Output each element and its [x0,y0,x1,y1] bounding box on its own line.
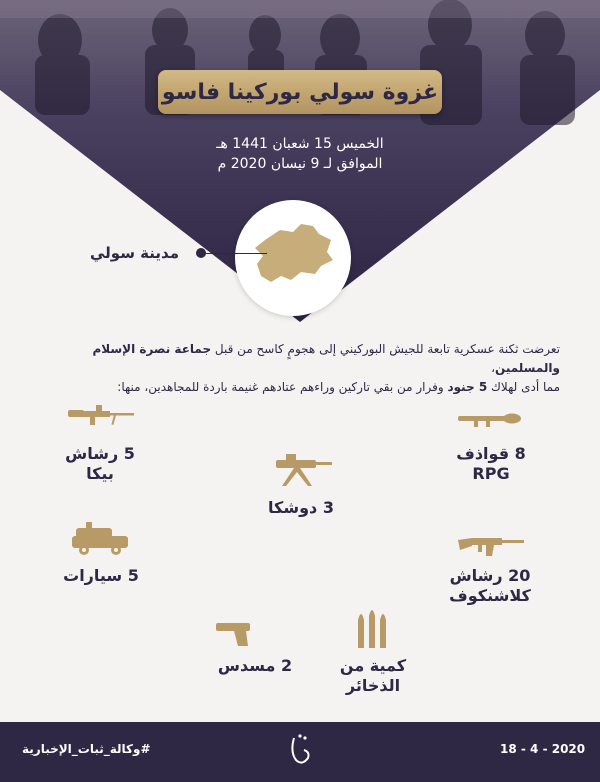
group-name: جماعة نصرة الإسلام والمسلمين [92,342,560,375]
pkm-item [60,444,140,484]
assault-rifle-icon [456,532,526,558]
description-text-2b: وفرار من بقي تاركين وراءهم عتادهم غنيمة باردة للمجاهدين، منها: [117,380,448,394]
rpg-icon [456,410,522,428]
footer-date: 18 - 4 - 2020 [500,742,586,756]
gregorian-date: الموافق لـ 9 نيسان 2020 م [217,156,383,172]
rpg-item [446,444,536,484]
heavy-machine-gun-icon [272,452,334,488]
pistols-item [210,656,300,676]
city-label: مدينة سولي [90,244,179,262]
description-line-2 [40,378,560,397]
pkm-name: بيكا [86,464,114,483]
ammo-item [328,656,418,696]
title-banner [158,70,442,114]
footer-hashtag[interactable]: #وكالة_ثبات_الإخبارية [22,742,151,756]
burkina-faso-map [235,200,351,316]
pistol-icon [214,620,252,648]
dshk-item [256,498,346,518]
rpg-name: RPG [472,464,510,483]
pkm-count: 5 رشاش [65,444,135,463]
casualty-count: 5 جنود [447,380,488,394]
rpg-count: 8 قواذف [456,444,526,463]
map-circle [235,200,351,316]
leader-line [205,253,267,254]
description-text-1b: ، [491,361,496,375]
page-title: غزوة سولي بوركينا فاسو [161,79,439,105]
ammo-line-1: كمية من [339,656,407,675]
pistols-label: 2 مسدس [217,656,293,675]
pickup-truck-icon [70,520,130,556]
description-text-1a: تعرضت ثكنة عسكرية تابعة للجيش البوركيني إلى هجومٍ كاسح من قبل [211,342,560,356]
description-text-2a: مما أدى لهلاك [487,380,560,394]
machine-gun-icon [66,402,136,428]
description-line-1 [40,340,560,378]
ammunition-icon [352,606,392,650]
attack-description [40,340,560,397]
ak-item [440,566,540,606]
footer-bar [0,722,600,782]
cars-item [56,566,146,586]
agency-logo-icon [286,730,314,774]
ak-name: كلاشنكوف [449,586,531,605]
cars-label: 5 سيارات [63,566,139,585]
ammo-line-2: الذخائر [345,676,401,695]
dshk-label: 3 دوشكا [268,498,334,517]
hijri-date: الخميس 15 شعبان 1441 هـ [216,136,384,152]
ak-count: 20 رشاش [449,566,531,585]
